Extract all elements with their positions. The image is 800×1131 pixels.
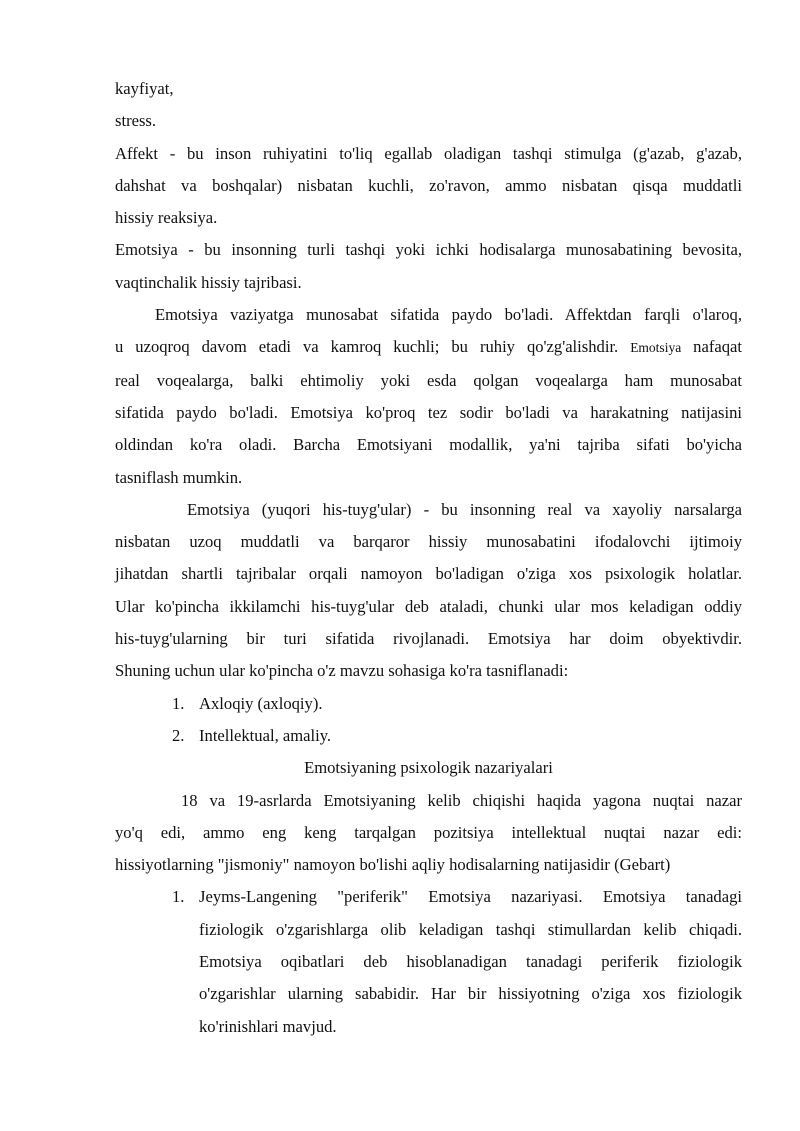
paragraph-higher-feelings [115,494,742,688]
list-item: 1. Jeyms-Langening "periferik" Emotsiya nazariyasi. Emotsiya tanadagi fiziologik o'zgarishlarga olib keladigan tashqi stimullardan kelib chiqadi. Emotsiya oqibatlari deb hisoblanadigan tanadagi periferik fiziologik o'zgarishlar ularning sababidir. Har bir hissiyotning o'ziga xos fiziologik ko'rinishlari mavjud. [115,881,742,1042]
text-line: fiziologik o'zgarishlarga olib keladigan tashqi stimullardan kelib chiqadi. [199,919,742,939]
paragraph-theories [115,785,742,882]
text-line: hissiy reaksiya. [115,208,218,228]
text-line: jihatdan shartli tajribalar orqali namoyon bo'ladigan o'ziga xos psixologik holatlar. [115,564,742,584]
paragraph-emotsiya-definition [115,234,742,299]
text-line: stress. [115,111,157,131]
list-item: 1. Axloqiy (axloqiy). [172,693,323,713]
numbered-list [115,688,742,753]
text-line: ko'rinishlari mavjud. [199,1016,337,1036]
text-line: Jeyms-Langening "periferik" Emotsiya nazariyasi. Emotsiya tanadagi [199,887,742,907]
list-item: 2. Intellektual, amaliy. [172,725,332,745]
text-line: Shuning uchun ular ko'pincha o'z mavzu sohasiga ko'ra tasniflanadi: [115,661,569,681]
text-line: yo'q edi, ammo eng keng tarqalgan pozitsiya intellektual nuqtai nazar edi: [115,822,742,842]
text-line: Emotsiya oqibatlari deb hisoblanadigan tanadagi periferik fiziologik [199,952,742,972]
paragraph-emotsiya-situation [115,299,742,494]
text-line: Affekt - bu inson ruhiyatini to'liq egallab oladigan tashqi stimulga (g'azab, g'azab, [115,143,742,163]
text-line: u uzoqroq davom etadi va kamroq kuchli; bu ruhiy qo'zg'alishdir. Emotsiya nafaqat [115,337,742,357]
text-line: Ular ko'pincha ikkilamchi his-tuyg'ular deb ataladi, chunki ular mos keladigan oddiy [115,596,742,616]
text-line: oldindan ko'ra oladi. Barcha Emotsiyani modallik, ya'ni tajriba sifati bo'yicha [115,435,742,455]
text-line: o'zgarishlar ularning sababidir. Har bir hissiyotning o'ziga xos fiziologik [199,984,742,1004]
text-line: kayfiyat, [115,79,174,98]
paragraph-affekt [115,138,742,235]
section-heading: Emotsiyaning psixologik nazariyalari [304,758,553,778]
text-line: hissiyotlarning "jismoniy" namoyon bo'lishi aqliy hodisalarning natijasidir (Gebart) [115,855,671,875]
text-line: real voqealarga, balki ehtimoliy yoki esda qolgan voqealarga ham munosabat [115,370,742,390]
text-line: his-tuyg'ularning bir turi sifatida rivojlanadi. Emotsiya har doim obyektivdir. [115,629,742,649]
text-line: dahshat va boshqalar) nisbatan kuchli, zo'ravon, ammo nisbatan qisqa muddatli [115,175,742,195]
text-line: Emotsiya - bu insonning turli tashqi yoki ichki hodisalarga munosabatining bevosita, [115,240,742,260]
text-line: Emotsiya vaziyatga munosabat sifatida paydo bo'ladi. Affektdan farqli o'laroq, [155,305,742,325]
text-line: sifatida paydo bo'ladi. Emotsiya ko'proq tez sodir bo'ladi va harakatning natijasini [115,402,742,422]
text-line: vaqtinchalik hissiy tajribasi. [115,272,302,292]
document-page [115,73,742,1043]
text-line: nisbatan uzoq muddatli va barqaror hissiy munosabatini ifodalovchi ijtimoiy [115,532,742,552]
text-line: tasniflash mumkin. [115,467,243,487]
text-line: Emotsiya (yuqori his-tuyg'ular) - bu insonning real va xayoliy narsalarga [187,499,742,519]
text-line: 18 va 19-asrlarda Emotsiyaning kelib chiqishi haqida yagona nuqtai nazar [181,790,742,810]
